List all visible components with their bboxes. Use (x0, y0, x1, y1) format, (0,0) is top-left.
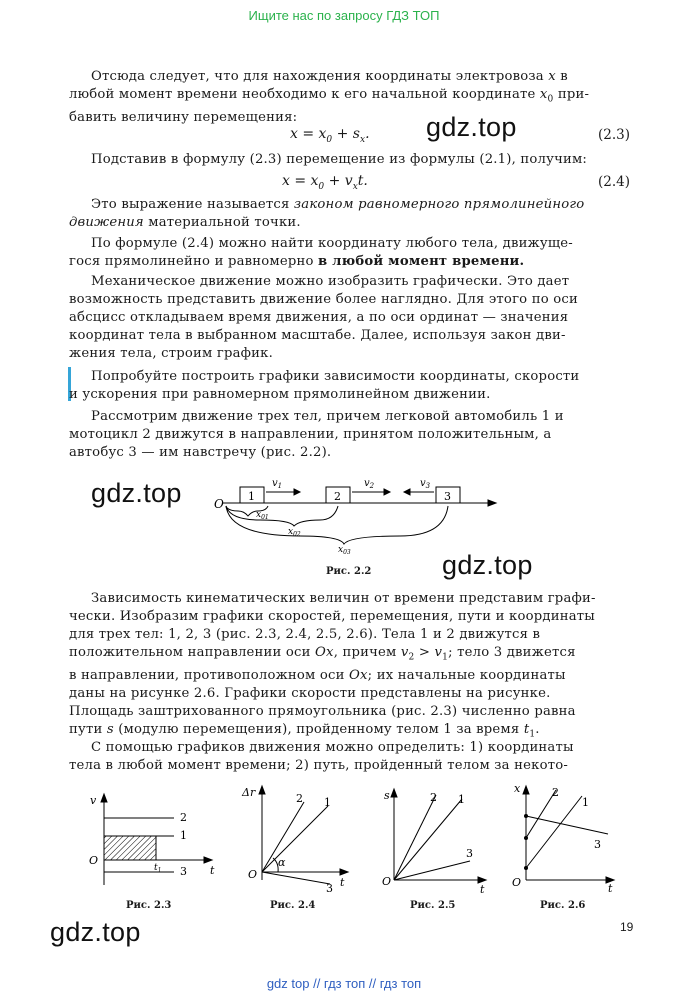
paragraph-1: Отсюда следует, что для нахождения координаты электровоза x в любой момент времени необходимо к его начальной координате $x_0$ при- бавить величину перемещения: (69, 69, 590, 125)
paragraph-3: Это выражение называется законом равномерного прямолинейного движения материальной точки. (69, 197, 585, 230)
v2-label: $v_2$ (364, 478, 375, 490)
label-3: 3 (180, 865, 187, 878)
v3-label: $v_3$ (420, 478, 431, 490)
figure-2-3 (84, 790, 224, 895)
paragraph-7: Рассмотрим движение трех тел, причем легковой автомобиль 1 и мотоцикл 2 движутся в направлении, принятом положительным, а автобус 3 — им навстречу (рис. 2.2). (69, 409, 564, 460)
axis-arrow (488, 500, 496, 506)
watermark: gdz.top (442, 550, 533, 580)
label-3: 3 (326, 882, 333, 895)
t-axis-label: t (210, 864, 215, 877)
origin-label: O (89, 854, 99, 867)
dr-axis-label: Δr (242, 786, 256, 799)
body-3-label: 3 (444, 490, 451, 503)
label-2: 2 (180, 811, 187, 824)
paragraph-6: Попробуйте построить графики зависимости координаты, скорости и ускорения при равномерном прямолинейном движении. (69, 369, 580, 402)
v-axis-label: v (90, 794, 97, 807)
paragraph-5: Механическое движение можно изобразить графически. Это дает возможность представить движение более наглядно. Для этого по оси абсцисс откладываем время движения, а по оси ординат — значения координат тела в выбранном масштабе. Далее, используя закон дви- жения тела, строим график. (69, 274, 578, 361)
figure-2-2-caption: Рис. 2.2 (326, 566, 372, 577)
hatched-area (104, 836, 156, 860)
t-axis-label: t (480, 883, 485, 895)
label-3: 3 (594, 838, 601, 851)
initial-point-3 (524, 814, 528, 818)
equation-2-4: $x = x_0 + v_xt$. (282, 173, 368, 192)
page-number: 19 (620, 920, 634, 934)
watermark: gdz.top (426, 112, 517, 142)
x03-label: $x_{03}$ (338, 545, 351, 556)
label-1: 1 (324, 796, 331, 809)
figure-2-5-caption: Рис. 2.5 (410, 900, 456, 911)
origin-label: O (382, 875, 392, 888)
bottom-banner: gdz top // гдз топ // гдз топ (266, 976, 422, 991)
brace-x02 (226, 506, 338, 526)
body-1-label: 1 (248, 490, 255, 503)
initial-point-2 (524, 836, 528, 840)
figure-2-6-caption: Рис. 2.6 (540, 900, 586, 911)
line-3 (262, 872, 330, 884)
line-3 (394, 861, 470, 880)
equation-2-3: $x = x_0 + s_x$. (290, 126, 370, 145)
s-axis-label: s (384, 789, 390, 802)
line-1 (262, 806, 328, 872)
top-banner: Ищите нас по запросу ГДЗ ТОП (248, 8, 440, 23)
paragraph-9: С помощью графиков движения можно определить: 1) координаты тела в любой момент времени; 2) путь, пройденный телом за некото- (69, 740, 574, 773)
watermark: gdz.top (91, 478, 182, 508)
alpha-label: α (278, 856, 286, 869)
origin-label: O (512, 876, 522, 889)
figure-2-3-caption: Рис. 2.3 (126, 900, 172, 911)
figure-2-4 (236, 780, 356, 895)
body-2-label: 2 (334, 490, 341, 503)
equation-number: (2.4) (598, 174, 631, 190)
watermark: gdz.top (50, 917, 141, 947)
paragraph-4: По формуле (2.4) можно найти координату любого тела, движуще- гося прямолинейно и равномерно в любой момент времени. (69, 236, 573, 269)
x01-label: $x_{01}$ (256, 510, 269, 521)
origin-label: O (248, 868, 258, 881)
t-axis-label: t (340, 876, 345, 889)
paragraph-8: Зависимость кинематических величин от времени представим графи- чески. Изобразим графики скоростей, перемещения, пути и координаты для трех тел: 1, 2, 3 (рис. 2.3, 2.4, 2.5, 2.6). Тела 1 и 2 движутся в положительном направлении оси Ox, причем $v_2 > v_1$; тело 3 движется в направлении, противоположном оси Ox; их начальные координаты даны на рисунке 2.6. Графики скорости представлены на рисунке. Площадь заштрихованного прямоугольника (рис. 2.3) численно равна пути s (модулю перемещения), пройденному телом 1 за время $t_1$. (69, 591, 596, 740)
initial-point-1 (524, 866, 528, 870)
label-2: 2 (552, 786, 559, 799)
equation-number: (2.3) (598, 127, 631, 143)
x-axis-label: x (514, 782, 521, 795)
x02-label: $x_{02}$ (288, 527, 301, 538)
label-1: 1 (582, 796, 589, 809)
label-3: 3 (466, 847, 473, 860)
label-2: 2 (296, 792, 303, 805)
v1-label: $v_1$ (272, 478, 283, 490)
figure-2-4-caption: Рис. 2.4 (270, 900, 316, 911)
line-1 (526, 796, 582, 868)
t-axis-label: t (608, 882, 613, 895)
origin-label: O (214, 497, 224, 511)
label-1: 1 (458, 793, 465, 806)
paragraph-2: Подставив в формулу (2.3) перемещение из формулы (2.1), получим: (91, 152, 588, 167)
figure-2-5 (376, 785, 496, 895)
label-2: 2 (430, 791, 437, 804)
t1-label: $t_1$ (154, 863, 162, 874)
line-3 (526, 816, 608, 834)
label-1: 1 (180, 829, 187, 842)
figure-2-6 (510, 780, 630, 895)
